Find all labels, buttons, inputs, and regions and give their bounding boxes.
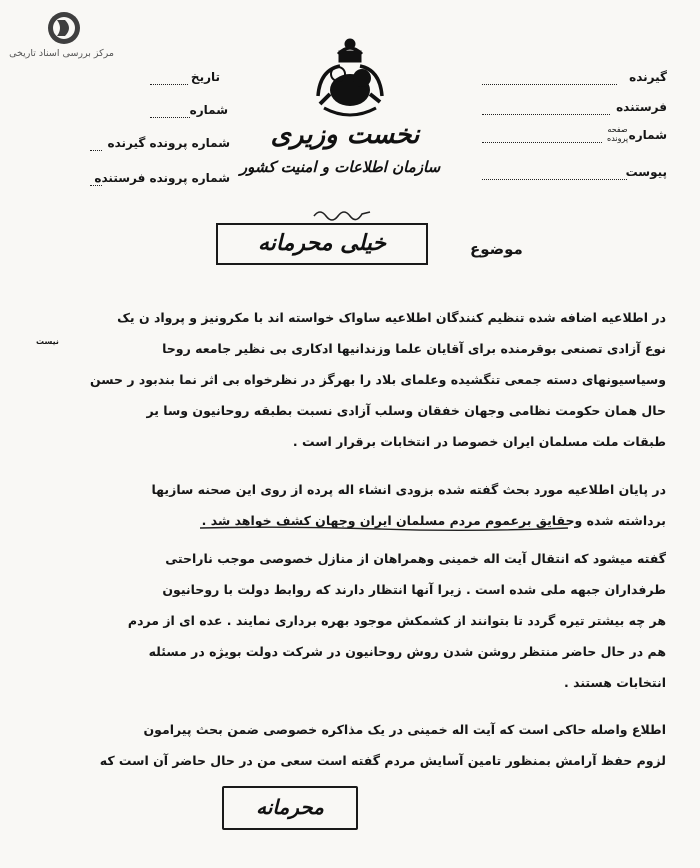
sender-file-label: شماره پرونده فرستنده [94, 171, 230, 185]
handwritten-underline [200, 525, 568, 531]
attachment-label: پیوست [625, 165, 667, 179]
recipient-file-line [90, 150, 102, 151]
archive-watermark [9, 10, 114, 59]
number-field-left [150, 103, 228, 125]
archive-caption: مرکز بررسی اسناد تاریخی [9, 48, 114, 59]
number-label-right: شماره [628, 128, 667, 142]
sender-line [482, 114, 610, 115]
text-line: طرفداران جبهه ملی شده است . زیرا آنها انتظار دارند که روابط دولت با روحانیون [162, 582, 666, 597]
text-line: هر چه بیشتر تیره گردد تا بتوانند از کشمکش موجود بهره برداری نمایند . عده ای از مردم [127, 613, 666, 628]
paragraph-4 [26, 714, 666, 776]
text-line: نوع آزادی تصنعی بوقرمنده برای آقایان علما وزندانیها ادکاری بی نظیر جامعه روحا [162, 341, 666, 356]
text-line: در اطلاعیه اضافه شده تنظیم کنندگان اطلاعیه ساواک خواسته اند با مکرونیز و پرواد ن یک [117, 310, 666, 325]
text-line: وسیاسیونهای دسته جمعی تنگشیده وعلمای بلاد را بهرگز در نظرخواه بی اثر نما بندبود ر حسن [90, 372, 666, 387]
text-line: انتخابات هستند . [564, 675, 666, 690]
number-sub-top: صفحه [607, 125, 628, 134]
number-sub-bottom: پرونده [607, 134, 629, 143]
organization-subtitle: سازمان اطلاعات و امنیت کشور [239, 158, 441, 176]
paragraph-1 [26, 302, 666, 457]
text-line: طبقات ملت مسلمان ایران خصوصا در انتخابات برقرار است . [292, 434, 666, 449]
sender-file-line [90, 185, 102, 186]
number-sublabels [607, 125, 628, 143]
text-line: گفته میشود که انتقال آیت اله خمینی وهمراهان از منازل خصوصی موجب ناراحتی [165, 551, 666, 566]
subject-label: موضوع [470, 240, 523, 258]
top-secret-stamp: خیلی محرمانه [216, 223, 428, 265]
handwritten-scribble-icon [312, 206, 372, 222]
sender-file-field [90, 171, 230, 193]
sender-field [482, 100, 667, 122]
date-line [150, 84, 188, 85]
attachment-line [482, 179, 627, 180]
archive-logo-icon [45, 10, 83, 46]
recipient-file-label: شماره پرونده گیرنده [107, 136, 230, 150]
text-line: اطلاع واصله حاکی است که آیت اله خمینی در یک مذاکره خصوصی ضمن بحث پیرامون [143, 722, 666, 737]
text-line: هم در حال حاضر منتظر روشن شدن روش روحانیون در شرکت دولت بویژه در مسئله [148, 644, 666, 659]
text-line: برداشته شده وحقایق برعموم مردم مسلمان ایران وجهان کشف خواهد شد . [201, 513, 666, 528]
date-label: تاریخ [190, 70, 220, 84]
recipient-line [482, 84, 617, 85]
text-line: در پایان اطلاعیه مورد بحث گفته شده بزودی انشاء اله پرده از روی این صحنه سازیها [151, 482, 666, 497]
confidential-stamp: محرمانه [222, 786, 358, 830]
organization-title: نخست وزیری [270, 120, 420, 150]
number-line-right [482, 142, 602, 143]
recipient-file-field [90, 136, 230, 158]
number-label-left: شماره [189, 103, 228, 117]
lion-and-sun-emblem-icon [300, 34, 400, 134]
text-line: حال همان حکومت نظامی وجهان خفقان وسلب آزادی نسبت بطبقه روحانیون وسا یر [146, 403, 666, 418]
number-field-right [482, 128, 667, 150]
recipient-label: گیرنده [629, 70, 667, 84]
attachment-field [482, 165, 667, 187]
recipient-field [482, 70, 667, 92]
paragraph-3 [26, 543, 666, 698]
sender-label: فرستنده [616, 100, 667, 114]
number-line-left [150, 117, 190, 118]
date-field [150, 70, 220, 92]
text-line: لزوم حفظ آرامش بمنظور تامین آسایش مردم گفته است سعی من در حال حاضر آن است که [99, 753, 666, 768]
margin-note: نیست [36, 337, 59, 346]
